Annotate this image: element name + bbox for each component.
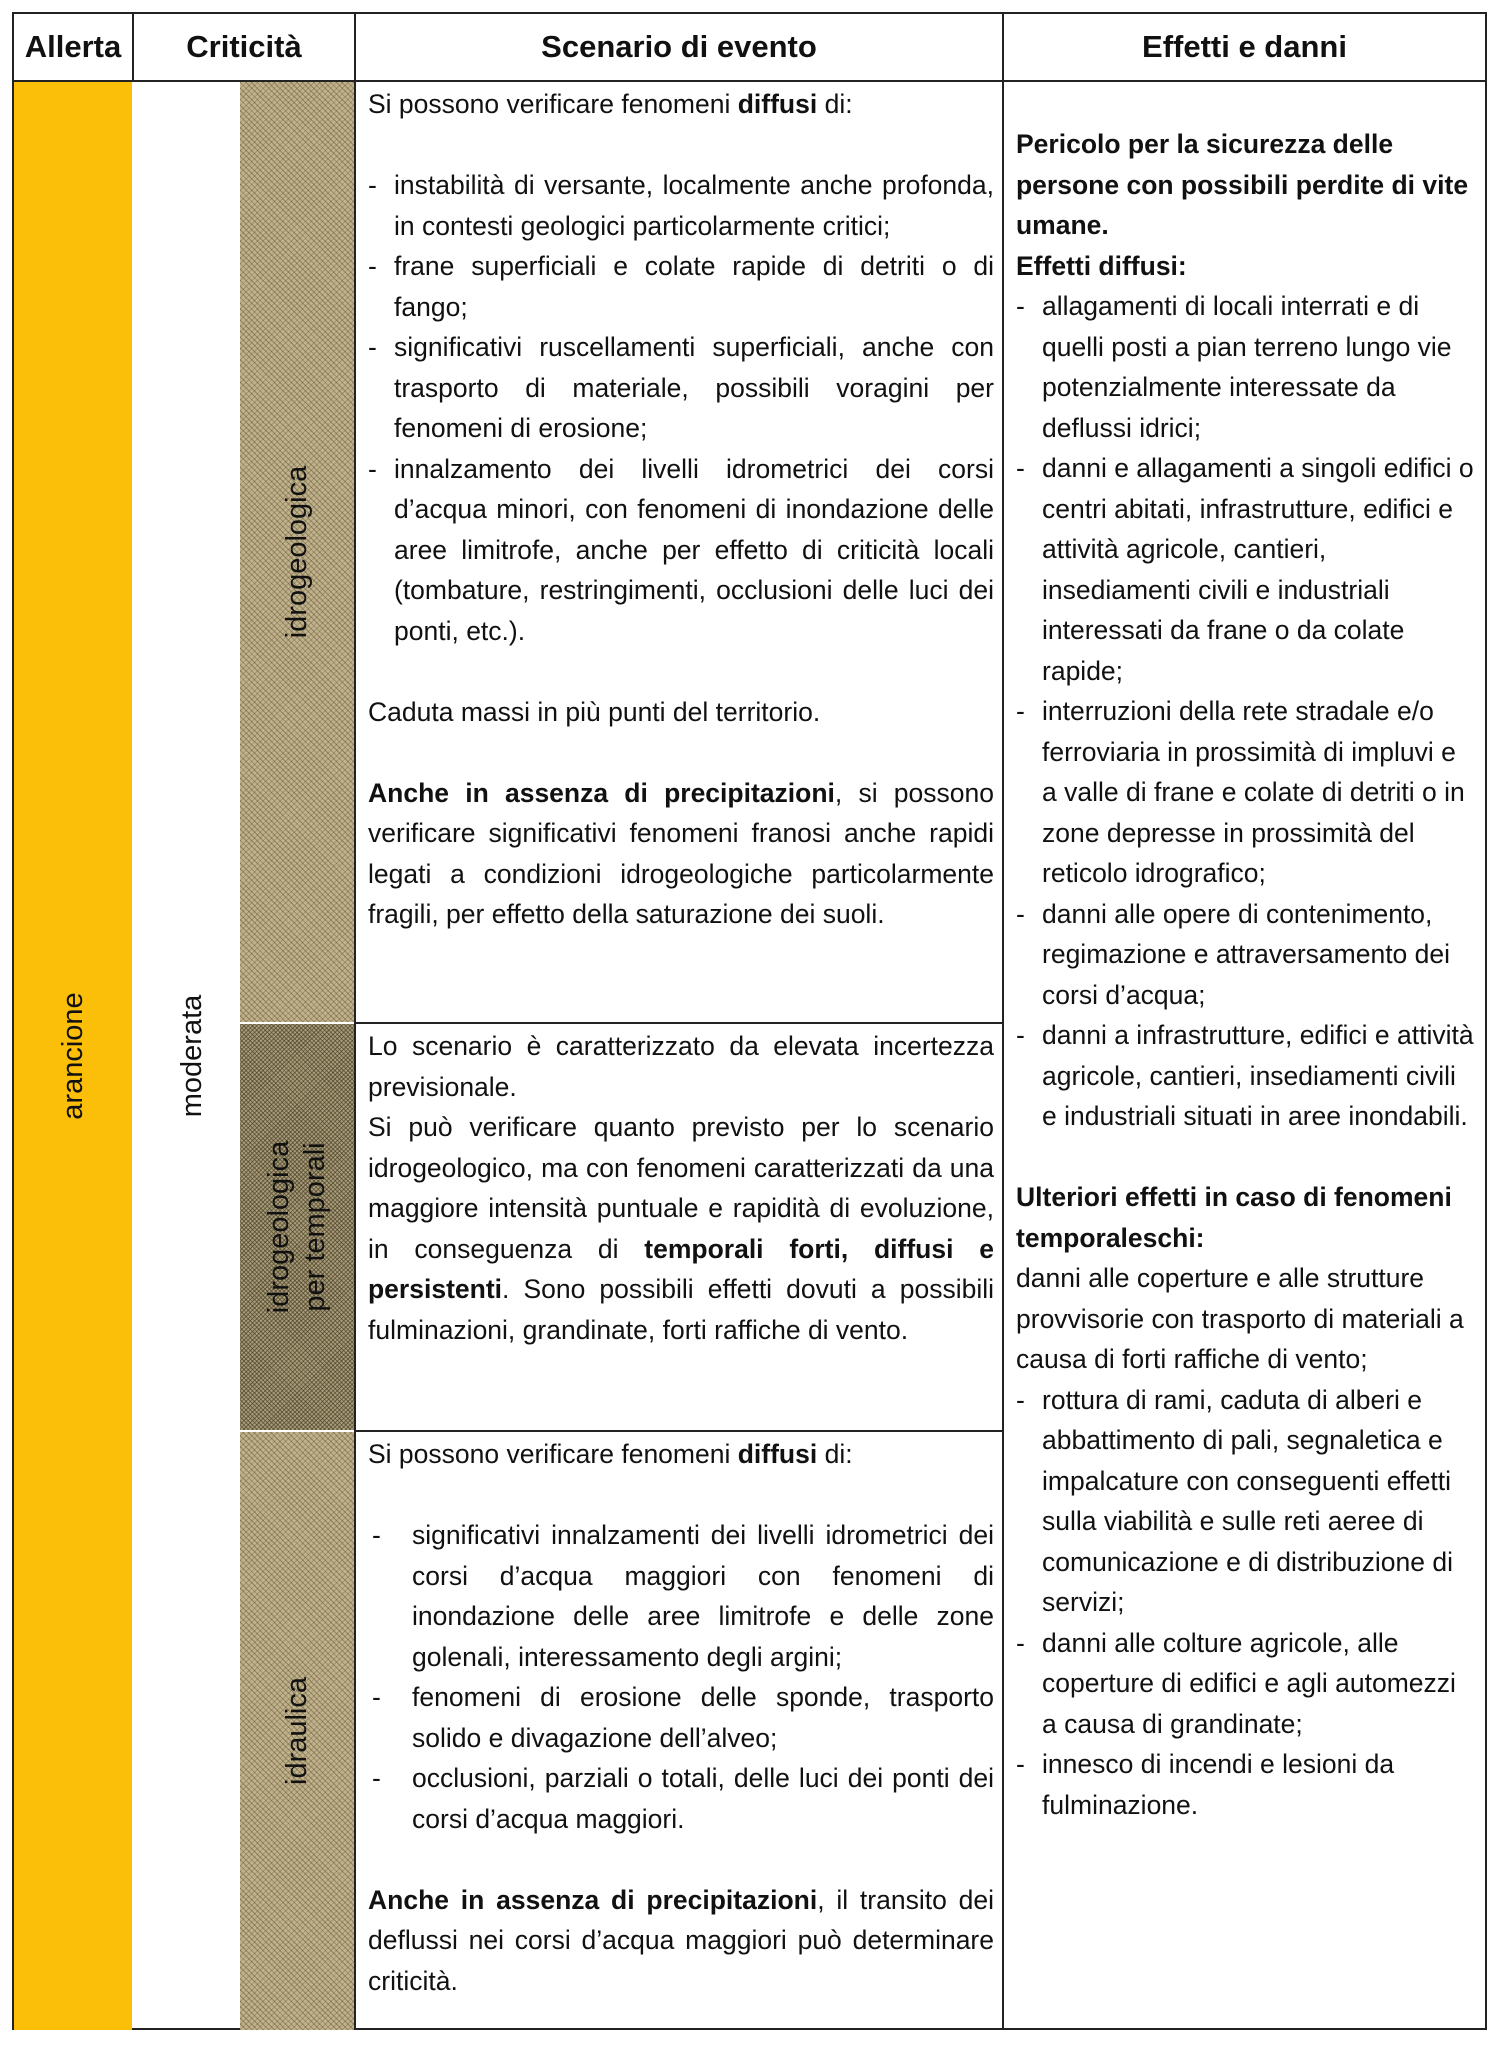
caduta-massi: Caduta massi in più punti del territorio. bbox=[368, 696, 821, 727]
header-allerta: Allerta bbox=[24, 29, 122, 64]
alert-table bbox=[12, 12, 1487, 2030]
idraulica-intro bbox=[368, 1434, 994, 1475]
list-item: - fenomeni di erosione delle sponde, trasporto solido e divagazione dell’alveo; bbox=[372, 1682, 994, 1753]
list-item: - danni alle opere di contenimento, regimazione e attraversamento dei corsi d’acqua; bbox=[1016, 898, 1451, 1010]
col-divider-1 bbox=[132, 14, 134, 80]
temporali-pre: Si può verificare quanto previsto per lo scenario idrogeologico, ma con fenomeni caratterizzati da una maggiore intensità puntuale e rapidità di evoluzione, in conseguenza di bbox=[368, 1112, 994, 1264]
header-effetti: Effetti e danni bbox=[1142, 29, 1347, 64]
list-item-text: danni e allagamenti a singoli edifici o centri abitati, infrastrutture, edifici e attività agricole, cantieri, insediamenti civili e industriali interessati da frane o da colate rapide; bbox=[1042, 453, 1474, 686]
scenario-intro bbox=[368, 84, 994, 125]
list-item: - occlusioni, parziali o totali, delle luci dei ponti dei corsi d’acqua maggiori. bbox=[372, 1763, 994, 1834]
list-item-text: interruzioni della rete stradale e/o ferroviaria in prossimità di impluvi e a valle di frane e colate di detriti o in zone depresse in prossimità del reticolo idrografico; bbox=[1042, 696, 1465, 888]
intro-post: di: bbox=[817, 1439, 853, 1469]
intro-post: di: bbox=[817, 89, 853, 119]
list-item-text: frane superficiali e colate rapide di detriti o di fango; bbox=[394, 251, 994, 322]
header-criticita: Criticità bbox=[186, 29, 302, 64]
type-temporali bbox=[261, 1141, 333, 1314]
list-item-text: danni alle opere di contenimento, regimazione e attraversamento dei corsi d’acqua; bbox=[1042, 898, 1451, 1010]
type-temporali-line1: idrogeologica bbox=[263, 1140, 295, 1314]
list-item-text: danni alle colture agricole, alle coperture di edifici e agli automezzi a causa di grandinate; bbox=[1042, 1627, 1456, 1739]
type-idrogeologica-cell bbox=[240, 82, 354, 1022]
col-divider-2 bbox=[354, 14, 356, 2028]
type-idraulica-cell bbox=[240, 1432, 354, 2030]
intro-text: Si possono verificare fenomeni bbox=[368, 89, 738, 119]
list-item: - instabilità di versante, localmente anche profonda, in contesti geologici particolarmente critici; bbox=[368, 170, 994, 241]
header-scenario: Scenario di evento bbox=[541, 29, 817, 64]
criticita-level: moderata bbox=[176, 994, 208, 1118]
list-item-text: allagamenti di locali interrati e di quelli posti a pian terreno lungo vie potenzialmente interessate da deflussi idrici; bbox=[1042, 291, 1452, 443]
list-item: - danni e allagamenti a singoli edifici o centri abitati, infrastrutture, edifici e attività agricole, cantieri, insediamenti civili e industriali interessati da frane o da colate rapide; bbox=[1016, 453, 1474, 686]
temporali-post: . Sono possibili effetti dovuti a possibili fulminazioni, grandinate, forti raffiche di vento. bbox=[368, 1274, 994, 1345]
row-divider-1 bbox=[354, 1022, 1002, 1024]
list-item-text: significativi innalzamenti dei livelli idrometrici dei corsi d’acqua maggiori con fenomeni di inondazione delle aree limitrofe e delle zone golenali, interessamento degli argini; bbox=[412, 1520, 994, 1672]
list-item-text: occlusioni, parziali o totali, delle luci dei ponti dei corsi d’acqua maggiori. bbox=[412, 1763, 994, 1834]
intro-text: Si possono verificare fenomeni bbox=[368, 1439, 738, 1469]
type-temporali-line2: per temporali bbox=[299, 1142, 331, 1312]
intro-bold: diffusi bbox=[737, 89, 818, 119]
criticita-level-cell bbox=[134, 82, 250, 2030]
list-item: - allagamenti di locali interrati e di quelli posti a pian terreno lungo vie potenzialmente interessate da deflussi idrici; bbox=[1016, 291, 1452, 443]
effetti-cell bbox=[1016, 124, 1476, 1825]
list-item: - significativi innalzamenti dei livelli idrometrici dei corsi d’acqua maggiori con fenomeni di inondazione delle aree limitrofe e delle zone golenali, interessamento degli argini; bbox=[372, 1520, 994, 1672]
row-divider-2 bbox=[354, 1430, 1002, 1432]
list-item-text: fenomeni di erosione delle sponde, trasporto solido e divagazione dell’alveo; bbox=[412, 1682, 994, 1753]
anche-rest: , si possono verificare significativi fenomeni franosi anche rapidi legati a condizioni idrogeologiche particolarmente fragili, per effetto della saturazione dei suoli. bbox=[368, 777, 994, 929]
list-item: - danni alle colture agricole, alle coperture di edifici e agli automezzi a causa di grandinate; bbox=[1016, 1627, 1456, 1739]
ulteriori-intro: danni alle coperture e alle strutture provvisorie con trasporto di materiali a causa di forti raffiche di vento; bbox=[1016, 1263, 1464, 1374]
list-item: - innalzamento dei livelli idrometrici dei corsi d’acqua minori, con fenomeni di inondazione delle aree limitrofe, anche per effetto di criticità locali (tombature, restringimenti, occlusioni delle luci dei ponti, etc.). bbox=[368, 453, 994, 646]
anche-paragraph bbox=[368, 773, 994, 935]
list-item-text: rottura di rami, caduta di alberi e abbattimento di pali, segnaletica e impalcature con conseguenti effetti sulla viabilità e sulle reti aeree di comunicazione e di distribuzione di servizi; bbox=[1042, 1384, 1453, 1617]
list-item: - interruzioni della rete stradale e/o ferroviaria in prossimità di impluvi e a valle di frane e colate di detriti o in zone depresse in prossimità del reticolo idrografico; bbox=[1016, 696, 1465, 888]
list-item-text: danni a infrastrutture, edifici e attività agricole, cantieri, insediamenti civili e industriali situati in aree inondabili. bbox=[1042, 1020, 1474, 1131]
list-item-text: instabilità di versante, localmente anche profonda, in contesti geologici particolarmente critici; bbox=[394, 170, 994, 241]
anche-rest: , il transito dei deflussi nei corsi d’acqua maggiori può determinare criticità. bbox=[368, 1884, 994, 1996]
diffusi-title: Effetti diffusi: bbox=[1016, 250, 1187, 281]
allerta-level: arancione bbox=[57, 992, 89, 1120]
ulteriori-title: Ulteriori effetti in caso di fenomeni temporaleschi: bbox=[1016, 1182, 1452, 1253]
intro-bold: diffusi bbox=[737, 1439, 818, 1469]
list-item-text: significativi ruscellamenti superficiali, anche con trasporto di materiale, possibili voragini per fenomeni di erosione; bbox=[394, 332, 994, 443]
type-temporali-cell bbox=[240, 1024, 354, 1430]
list-item: - significativi ruscellamenti superficiali, anche con trasporto di materiale, possibili voragini per fenomeni di erosione; bbox=[368, 332, 994, 443]
type-idrogeologica: idrogeologica bbox=[281, 465, 313, 639]
scenario-idrogeologica bbox=[368, 84, 994, 935]
list-item: - danni a infrastrutture, edifici e attività agricole, cantieri, insediamenti civili e industriali situati in aree inondabili. bbox=[1016, 1020, 1474, 1131]
allerta-cell bbox=[14, 82, 132, 2030]
list-item: - rottura di rami, caduta di alberi e abbattimento di pali, segnaletica e impalcature con conseguenti effetti sulla viabilità e sulle reti aeree di comunicazione e di distribuzione di servizi; bbox=[1016, 1384, 1453, 1617]
scenario-idraulica bbox=[368, 1434, 994, 2001]
type-idraulica: idraulica bbox=[281, 1677, 313, 1785]
temporali-bold: temporali forti, diffusi e persistenti bbox=[368, 1233, 994, 1304]
temporali-line2 bbox=[368, 1107, 994, 1350]
anche-bold: Anche in assenza di precipitazioni bbox=[368, 777, 835, 808]
list-item: - innesco di incendi e lesioni da fulminazione. bbox=[1016, 1749, 1395, 1820]
list-item-text: innesco di incendi e lesioni da fulminazione. bbox=[1042, 1749, 1395, 1820]
anche-bold: Anche in assenza di precipitazioni bbox=[368, 1884, 818, 1915]
pericolo-text: Pericolo per la sicurezza delle persone con possibili perdite di vite umane. bbox=[1016, 129, 1469, 240]
col-divider-3 bbox=[1002, 14, 1004, 2028]
temporali-line1: Lo scenario è caratterizzato da elevata incertezza previsionale. bbox=[368, 1031, 994, 1102]
idraulica-anche bbox=[368, 1880, 994, 2002]
scenario-temporali bbox=[368, 1026, 994, 1350]
list-item: - frane superficiali e colate rapide di detriti o di fango; bbox=[368, 251, 994, 322]
header-divider bbox=[14, 80, 1485, 82]
list-item-text: innalzamento dei livelli idrometrici dei corsi d’acqua minori, con fenomeni di inondazione delle aree limitrofe, anche per effetto di criticità locali (tombature, restringimenti, occlusioni delle luci dei ponti, etc.). bbox=[394, 453, 994, 646]
